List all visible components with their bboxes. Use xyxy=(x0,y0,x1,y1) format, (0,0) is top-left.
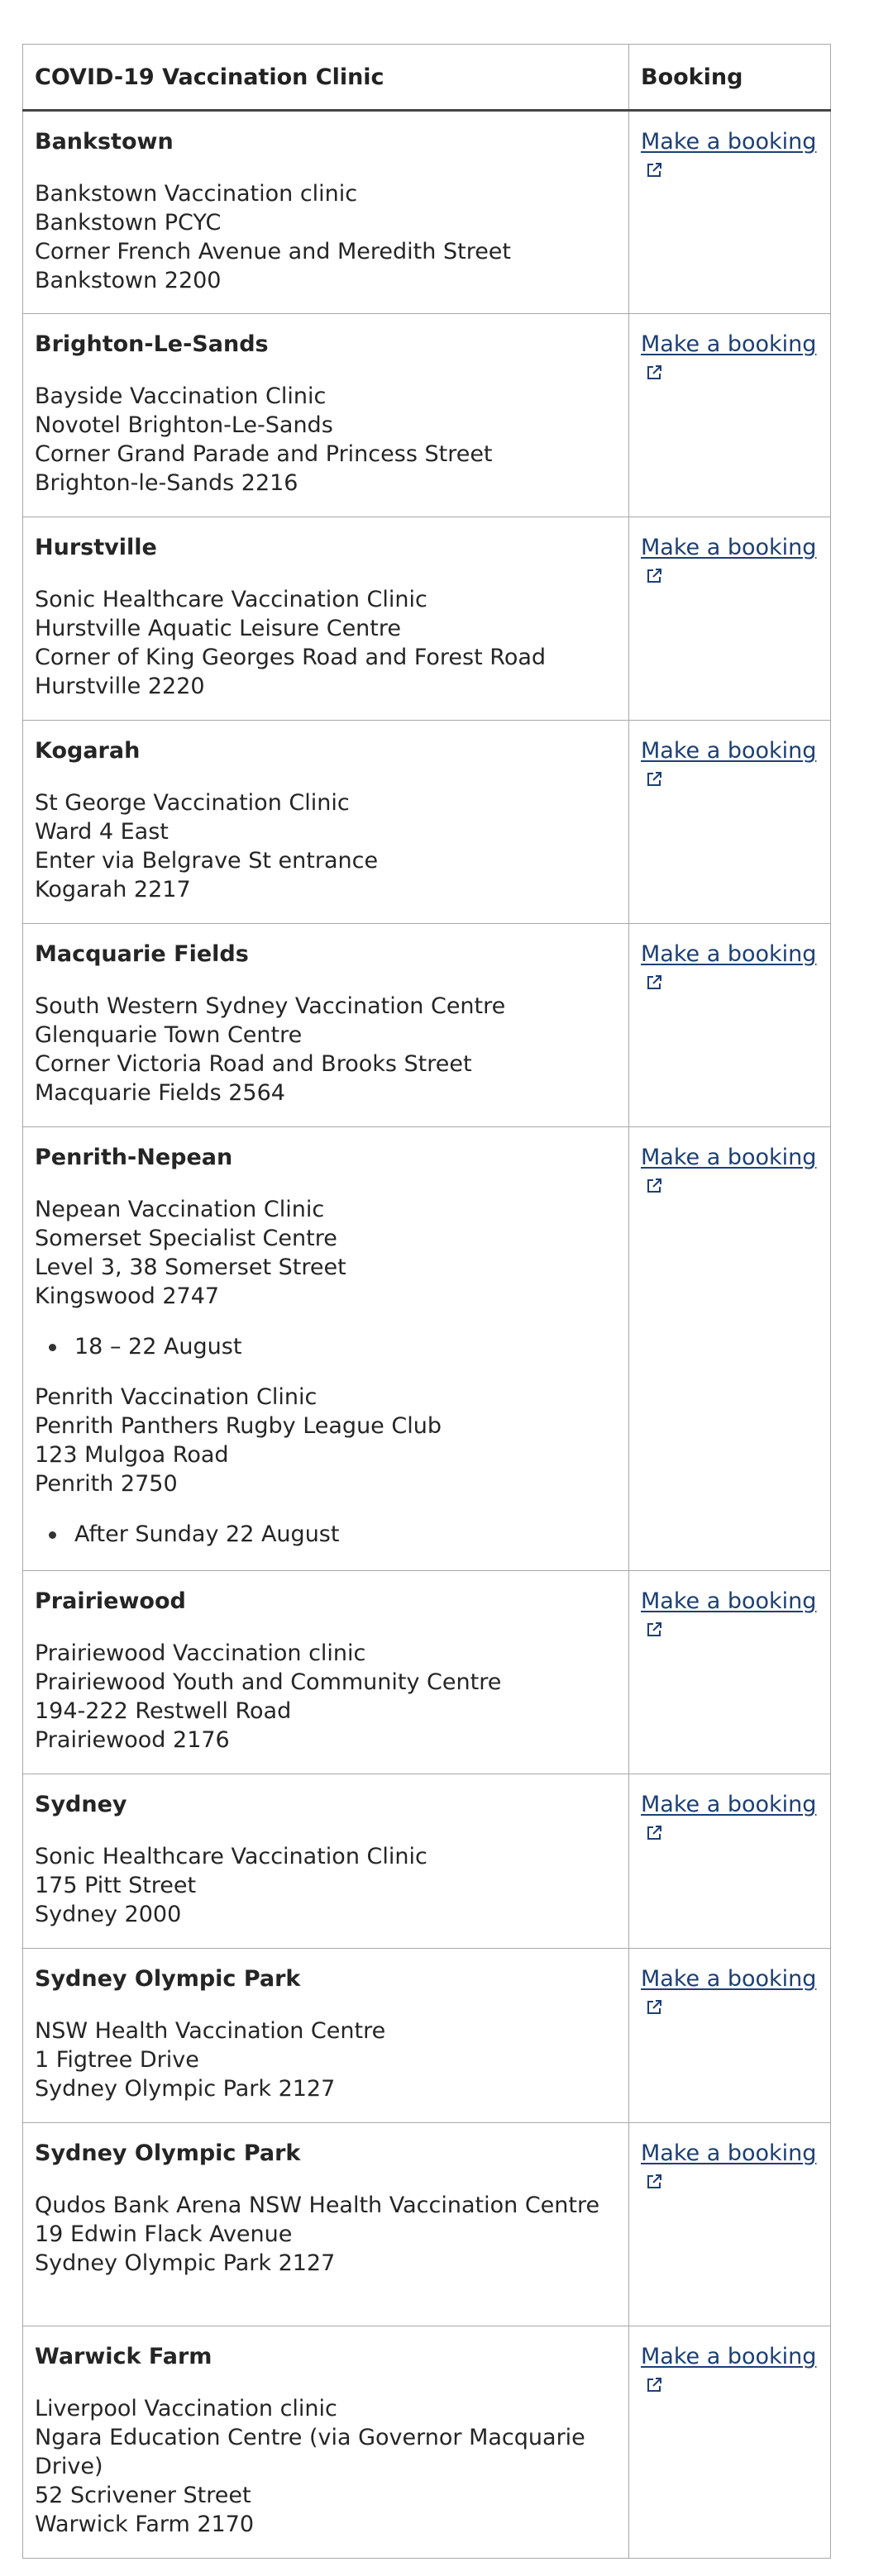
table-row xyxy=(23,2123,831,2326)
address-line: Corner of King Georges Road and Forest Road xyxy=(35,645,547,670)
table-row xyxy=(23,2326,831,2559)
address-line: Penrith 2750 xyxy=(35,1471,178,1497)
address-line: Hurstville Aquatic Leisure Centre xyxy=(35,616,401,641)
address-line: Somerset Specialist Centre xyxy=(35,1226,337,1251)
clinic-cell xyxy=(23,924,629,1127)
address-line: 19 Edwin Flack Avenue xyxy=(35,2221,293,2247)
address-line: Sonic Healthcare Vaccination Clinic xyxy=(35,1844,427,1869)
booking-cell xyxy=(629,517,831,721)
clinic-cell xyxy=(23,1127,629,1571)
external-link-icon xyxy=(646,1825,662,1841)
header-clinic: COVID-19 Vaccination Clinic xyxy=(23,45,629,111)
address-line: Nepean Vaccination Clinic xyxy=(35,1197,325,1222)
table-row xyxy=(23,517,831,721)
booking-cell xyxy=(629,1571,831,1774)
address-line: Bankstown Vaccination clinic xyxy=(35,181,358,207)
booking-link-label: Make a booking xyxy=(641,1145,817,1170)
address-line: Hurstville 2220 xyxy=(35,674,205,699)
booking-cell xyxy=(629,1127,831,1571)
address-line: NSW Health Vaccination Centre xyxy=(35,2018,386,2044)
external-link-icon xyxy=(646,1178,662,1194)
address-line: Corner Grand Parade and Princess Street xyxy=(35,441,493,467)
clinic-cell xyxy=(23,1774,629,1949)
clinic-cell xyxy=(23,314,629,517)
booking-link-label: Make a booking xyxy=(641,129,817,155)
address-line: Ward 4 East xyxy=(35,819,169,845)
address-line: Kingswood 2747 xyxy=(35,1283,220,1309)
booking-cell xyxy=(629,2326,831,2559)
clinic-cell xyxy=(23,517,629,721)
address-line: 175 Pitt Street xyxy=(35,1873,197,1898)
make-a-booking-link[interactable] xyxy=(641,535,816,589)
address-line: Corner Victoria Road and Brooks Street xyxy=(35,1051,472,1077)
address-line: Enter via Belgrave St entrance xyxy=(35,848,379,874)
address-line: Prairiewood Vaccination clinic xyxy=(35,1640,366,1666)
address-line: Glenquarie Town Centre xyxy=(35,1022,303,1048)
booking-cell xyxy=(629,314,831,517)
clinic-location-name: Macquarie Fields xyxy=(35,941,249,967)
address-line: St George Vaccination Clinic xyxy=(35,790,350,816)
booking-cell xyxy=(629,1774,831,1949)
make-a-booking-link[interactable] xyxy=(641,738,816,793)
make-a-booking-link[interactable] xyxy=(641,941,816,996)
external-link-icon xyxy=(646,364,662,381)
make-a-booking-link[interactable] xyxy=(641,1792,816,1846)
make-a-booking-link[interactable] xyxy=(641,1145,816,1199)
clinic-cell xyxy=(23,111,629,314)
make-a-booking-link[interactable] xyxy=(641,2344,816,2398)
clinic-cell xyxy=(23,721,629,924)
booking-cell xyxy=(629,111,831,314)
address-line: 1 Figtree Drive xyxy=(35,2047,199,2073)
clinic-location-name: Sydney Olympic Park xyxy=(35,1966,301,1992)
address-line: Kogarah 2217 xyxy=(35,877,191,902)
external-link-icon xyxy=(646,568,662,584)
external-link-icon xyxy=(646,162,662,179)
table-row xyxy=(23,1571,831,1774)
booking-cell xyxy=(629,721,831,924)
booking-cell xyxy=(629,924,831,1127)
make-a-booking-link[interactable] xyxy=(641,1966,816,2021)
address-line: South Western Sydney Vaccination Centre xyxy=(35,993,506,1019)
external-link-icon xyxy=(646,2377,662,2393)
make-a-booking-link[interactable] xyxy=(641,2140,816,2195)
clinic-location-name: Kogarah xyxy=(35,738,141,764)
address-line: Liverpool Vaccination clinic xyxy=(35,2396,337,2421)
booking-cell xyxy=(629,1949,831,2123)
booking-link-label: Make a booking xyxy=(641,1966,817,1992)
external-link-icon xyxy=(646,771,662,788)
make-a-booking-link[interactable] xyxy=(641,1588,816,1643)
address-line: Prairiewood Youth and Community Centre xyxy=(35,1669,502,1695)
table-row xyxy=(23,314,831,517)
address-line: Penrith Panthers Rugby League Club xyxy=(35,1413,442,1439)
address-line: Penrith Vaccination Clinic xyxy=(35,1384,318,1410)
address-line: Qudos Bank Arena NSW Health Vaccination Centre xyxy=(35,2193,600,2218)
external-link-icon xyxy=(646,1621,662,1638)
address-line: Bayside Vaccination Clinic xyxy=(35,383,327,409)
address-line: Warwick Farm 2170 xyxy=(35,2512,255,2537)
address-line: Level 3, 38 Somerset Street xyxy=(35,1255,346,1280)
header-booking: Booking xyxy=(629,45,831,111)
booking-cell xyxy=(629,2123,831,2326)
table-row xyxy=(23,924,831,1127)
address-line: Sonic Healthcare Vaccination Clinic xyxy=(35,587,427,612)
date-bullet: 18 – 22 August xyxy=(35,1332,617,1361)
address-line: 194-222 Restwell Road xyxy=(35,1698,292,1724)
booking-link-label: Make a booking xyxy=(641,2140,817,2166)
clinic-location-name: Brighton-Le-Sands xyxy=(35,331,269,357)
address-line: Sydney Olympic Park 2127 xyxy=(35,2076,336,2102)
clinic-location-name: Sydney Olympic Park xyxy=(35,2140,301,2166)
table-row xyxy=(23,1774,831,1949)
address-line: Ngara Education Centre (via Governor Macquarie Drive) xyxy=(35,2425,585,2479)
booking-link-label: Make a booking xyxy=(641,1792,817,1817)
clinic-location-name: Prairiewood xyxy=(35,1588,186,1614)
clinic-cell xyxy=(23,2326,629,2559)
clinic-location-name: Bankstown xyxy=(35,129,174,155)
address-line: Bankstown 2200 xyxy=(35,268,222,293)
make-a-booking-link[interactable] xyxy=(641,331,816,386)
vaccination-clinic-table xyxy=(22,44,831,2559)
make-a-booking-link[interactable] xyxy=(641,129,816,183)
table-row xyxy=(23,1127,831,1571)
clinic-location-name: Penrith-Nepean xyxy=(35,1145,233,1170)
clinic-cell xyxy=(23,1571,629,1774)
clinic-location-name: Hurstville xyxy=(35,535,157,560)
address-line: Sydney 2000 xyxy=(35,1902,182,1927)
booking-link-label: Make a booking xyxy=(641,1588,817,1614)
address-line: Macquarie Fields 2564 xyxy=(35,1080,285,1106)
clinic-location-name: Warwick Farm xyxy=(35,2344,213,2369)
clinic-cell xyxy=(23,2123,629,2326)
clinic-cell xyxy=(23,1949,629,2123)
address-line: 52 Scrivener Street xyxy=(35,2483,251,2508)
booking-link-label: Make a booking xyxy=(641,941,817,967)
external-link-icon xyxy=(646,2174,662,2190)
address-line: Corner French Avenue and Meredith Street xyxy=(35,239,512,264)
table-row xyxy=(23,721,831,924)
booking-link-label: Make a booking xyxy=(641,2344,817,2369)
address-line: Brighton-le-Sands 2216 xyxy=(35,470,298,496)
address-line: Novotel Brighton-Le-Sands xyxy=(35,412,333,438)
booking-link-label: Make a booking xyxy=(641,535,817,560)
external-link-icon xyxy=(646,1999,662,2016)
table-row xyxy=(23,1949,831,2123)
table-row xyxy=(23,111,831,314)
address-line: Prairiewood 2176 xyxy=(35,1727,230,1753)
address-line: Bankstown PCYC xyxy=(35,210,222,236)
external-link-icon xyxy=(646,974,662,991)
booking-link-label: Make a booking xyxy=(641,331,817,357)
address-line: Sydney Olympic Park 2127 xyxy=(35,2250,336,2276)
booking-link-label: Make a booking xyxy=(641,738,817,764)
address-line: 123 Mulgoa Road xyxy=(35,1442,229,1468)
clinic-location-name: Sydney xyxy=(35,1792,127,1817)
date-bullet: After Sunday 22 August xyxy=(35,1520,617,1549)
table-header-row xyxy=(23,45,831,111)
